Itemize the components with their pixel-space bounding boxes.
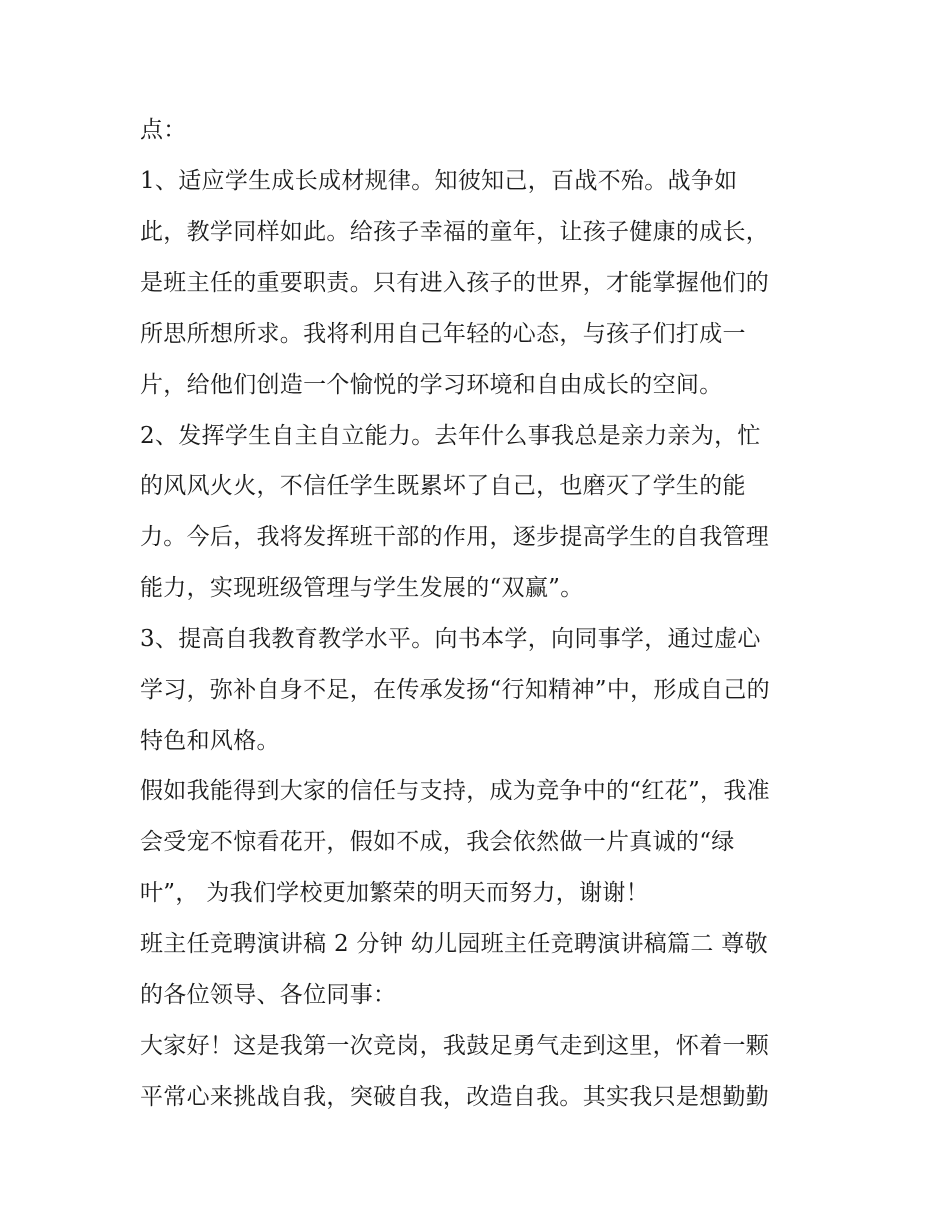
text-line: 特色和风格。 xyxy=(140,728,280,754)
text-line: 2、发挥学生自主自立能力。去年什么事我总是亲力亲为，忙 xyxy=(140,423,761,449)
text-line: 大家好！这是我第一次竞岗，我鼓足勇气走到这里，怀着一颗 xyxy=(140,1033,770,1059)
text-line: 平常心来挑战自我，突破自我，改造自我。其实我只是想勤勤 xyxy=(140,1084,770,1110)
text-line: 假如我能得到大家的信任与支持，成为竞争中的“红花”，我准 xyxy=(140,778,770,804)
text-line: 所思所想所求。我将利用自己年轻的心态，与孩子们打成一 xyxy=(140,321,746,347)
text-line: 会受宠不惊看花开，假如不成，我会依然做一片真诚的“绿 xyxy=(140,829,735,855)
text-line: 片，给他们创造一个愉悦的学习环境和自由成长的空间。 xyxy=(140,372,723,398)
text-line: 班主任竞聘演讲稿 2 分钟 幼儿园班主任竞聘演讲稿篇二 尊敬 xyxy=(140,931,768,957)
text-line: 叶”， 为我们学校更加繁荣的明天而努力，谢谢！ xyxy=(140,880,649,906)
text-line: 3、提高自我教育教学水平。向书本学，向同事学，通过虚心 xyxy=(140,626,761,652)
text-line: 的各位领导、各位同事： xyxy=(140,982,397,1008)
text-line: 学习，弥补自身不足，在传承发扬“行知精神”中，形成自己的 xyxy=(140,677,770,703)
text-line: 是班主任的重要职责。只有进入孩子的世界，才能掌握他们的 xyxy=(140,270,770,296)
text-line: 1、适应学生成长成材规律。知彼知己，百战不殆。战争如 xyxy=(140,168,738,194)
text-line: 力。今后，我将发挥班干部的作用，逐步提高学生的自我管理 xyxy=(140,524,770,550)
text-line: 点： xyxy=(140,117,187,143)
text-line: 此，教学同样如此。给孩子幸福的童年，让孩子健康的成长， xyxy=(140,219,770,245)
text-line: 能力，实现班级管理与学生发展的“双赢”。 xyxy=(140,575,584,601)
text-line: 的风风火火，不信任学生既累坏了自己，也磨灭了学生的能 xyxy=(140,473,746,499)
